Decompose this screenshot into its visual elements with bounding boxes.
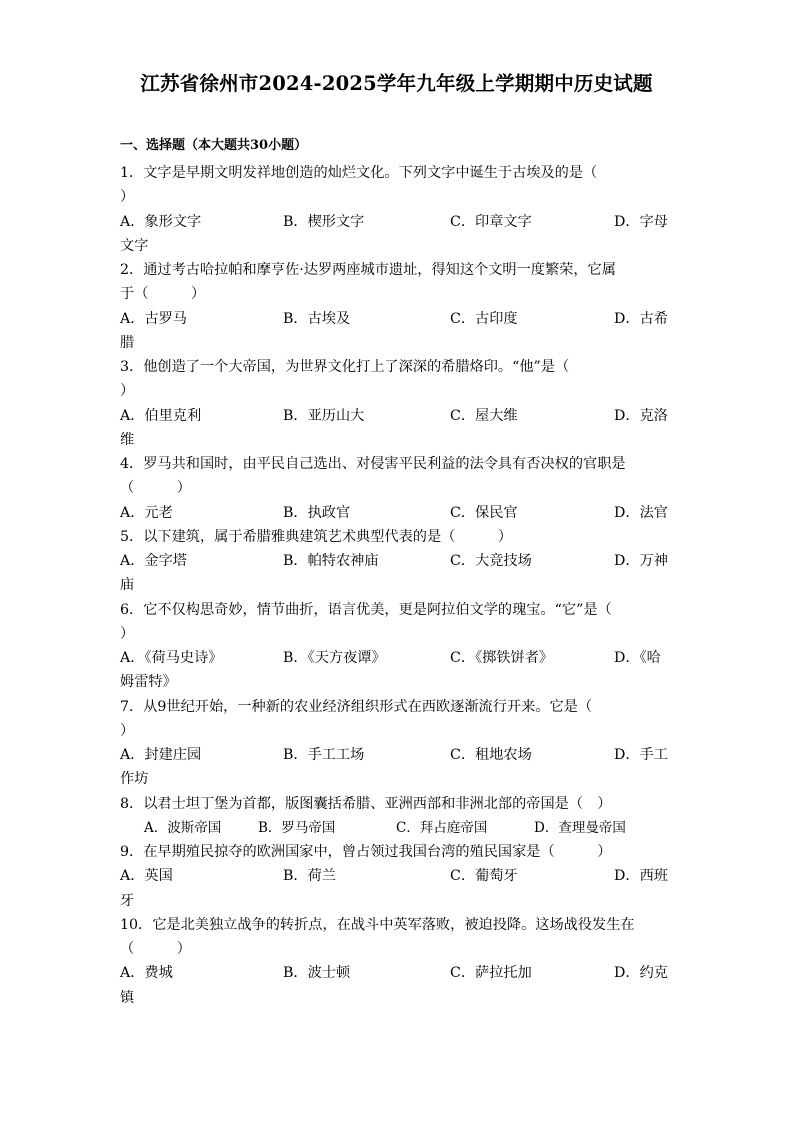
option-c: C．保民官 [450, 504, 518, 521]
option-d: D．约克 [614, 965, 668, 982]
option-a: A．英国 [120, 868, 173, 885]
question-stem-line: 10．它是北美独立战争的转折点，在战斗中英军落败，被迫投降。这场战役发生在 [120, 916, 635, 933]
options-row [120, 646, 672, 670]
options-row [120, 816, 672, 840]
option-c: C．拜占庭帝国 [396, 819, 488, 836]
option-a: A．费城 [120, 965, 173, 982]
option-c: C．租地农场 [450, 747, 532, 763]
option-d-continuation: 庙 [120, 577, 135, 594]
options-row [120, 864, 672, 888]
option-d-continuation: 维 [120, 431, 135, 448]
page-title: 江苏省徐州市2024-2025学年九年级上学期期中历史试题 [140, 72, 653, 95]
question-item [120, 355, 672, 452]
option-d-continuation: 文字 [120, 237, 149, 254]
question-item [120, 258, 672, 355]
question-stem-continuation: 于（ ） [120, 286, 206, 303]
options-row [120, 549, 672, 573]
question-item [120, 792, 672, 841]
option-c: C．印章文字 [450, 213, 532, 230]
option-b: B．帕特农神庙 [283, 553, 379, 569]
option-d: D．法官 [614, 504, 668, 521]
section-heading: 一、选择题（本大题共30小题） [120, 138, 308, 153]
question-item [120, 840, 672, 913]
question-stem-line: 3．他创造了一个大帝国，为世界文化打上了深深的希腊烙印。“他”是（ [120, 359, 570, 375]
option-b: B．罗马帝国 [258, 819, 336, 836]
option-d: D．克洛 [614, 407, 668, 424]
question-stem [120, 258, 672, 307]
question-item [120, 913, 672, 1010]
option-c: C．《掷铁饼者》 [450, 650, 554, 666]
question-stem-line: 6．它不仅构思奇妙，情节曲折，语言优美，更是阿拉伯文学的瑰宝。“它”是（ [120, 601, 612, 618]
question-stem-continuation: （ ） [120, 941, 191, 957]
option-a: A．金字塔 [120, 553, 187, 569]
option-c: C．屋大维 [450, 407, 518, 424]
question-stem-continuation: ） [120, 722, 135, 739]
option-d: D．万神 [614, 553, 668, 569]
question-stem-continuation: ） [120, 189, 135, 206]
question-item [120, 695, 672, 792]
option-c: C．古印度 [450, 310, 518, 327]
option-a: A．波斯帝国 [144, 819, 222, 836]
question-stem [120, 598, 672, 647]
option-b: B．亚历山大 [283, 407, 365, 424]
option-b: B．荷兰 [283, 868, 336, 885]
option-b: B．波士顿 [283, 965, 351, 982]
question-stem [120, 355, 672, 404]
question-stem [120, 840, 672, 864]
option-a: A．伯里克利 [120, 407, 202, 424]
question-item [120, 452, 672, 525]
option-d: D．古希 [614, 310, 668, 327]
option-d: D．西班 [614, 868, 668, 885]
option-c: C．大竞技场 [450, 553, 532, 569]
option-c: C．萨拉托加 [450, 965, 532, 982]
option-d: D．字母 [614, 213, 668, 230]
options-row [120, 404, 672, 428]
option-a: A．古罗马 [120, 310, 187, 327]
question-stem-line: 2．通过考古哈拉帕和摩亨佐·达罗两座城市遗址，得知这个文明一度繁荣，它属 [120, 262, 616, 278]
question-stem-line: 5．以下建筑，属于希腊雅典建筑艺术典型代表的是（ ） [120, 528, 513, 545]
option-d-continuation: 牙 [120, 892, 135, 909]
question-stem-line: 7．从9世纪开始，一种新的农业经济组织形式在西欧逐渐流行开来。它是（ [120, 698, 593, 715]
option-a: A．封建庄园 [120, 747, 202, 763]
question-item [120, 525, 672, 598]
question-stem-line: 9．在早期殖民掠夺的欧洲国家中，曾占领过我国台湾的殖民国家是（ ） [120, 844, 612, 860]
option-b: B．《天方夜谭》 [283, 650, 386, 666]
option-b: B．古埃及 [283, 310, 351, 327]
option-b: B．执政官 [283, 504, 351, 521]
question-stem-line: 4．罗马共和国时，由平民自己选出、对侵害平民利益的法令具有否决权的官职是 [120, 456, 626, 472]
option-a: A．元老 [120, 504, 173, 521]
question-stem-continuation: ） [120, 383, 135, 400]
question-stem-line: 8．以君士坦丁堡为首都，版图囊括希腊、亚洲西部和非洲北部的帝国是（ ） [120, 795, 612, 812]
option-c: C．葡萄牙 [450, 868, 518, 885]
option-d: D．《哈 [614, 650, 661, 666]
option-d-continuation: 腊 [120, 334, 135, 351]
question-list [120, 161, 672, 1010]
option-b: B．手工工场 [283, 747, 365, 763]
question-stem [120, 452, 672, 501]
option-d-continuation: 姆雷特》 [120, 674, 177, 691]
question-item [120, 598, 672, 695]
option-d: D．查理曼帝国 [534, 819, 626, 836]
option-a: A．象形文字 [120, 213, 202, 230]
question-stem [120, 525, 672, 549]
question-stem-continuation: ） [120, 625, 135, 642]
options-row [120, 961, 672, 985]
options-row [120, 501, 672, 525]
option-d-continuation: 作坊 [120, 771, 149, 788]
option-d-continuation: 镇 [120, 989, 135, 1006]
question-stem [120, 792, 672, 816]
options-row [120, 743, 672, 767]
options-row [120, 307, 672, 331]
question-item [120, 161, 672, 258]
question-stem [120, 161, 672, 210]
question-stem [120, 913, 672, 962]
options-row [120, 210, 672, 234]
option-b: B．楔形文字 [283, 213, 365, 230]
option-a: A．《荷马史诗》 [120, 650, 223, 666]
question-stem-line: 1．文字是早期文明发祥地创造的灿烂文化。下列文字中诞生于古埃及的是（ [120, 165, 598, 181]
question-stem [120, 695, 672, 744]
option-d: D．手工 [614, 747, 668, 763]
question-stem-continuation: （ ） [120, 480, 191, 497]
